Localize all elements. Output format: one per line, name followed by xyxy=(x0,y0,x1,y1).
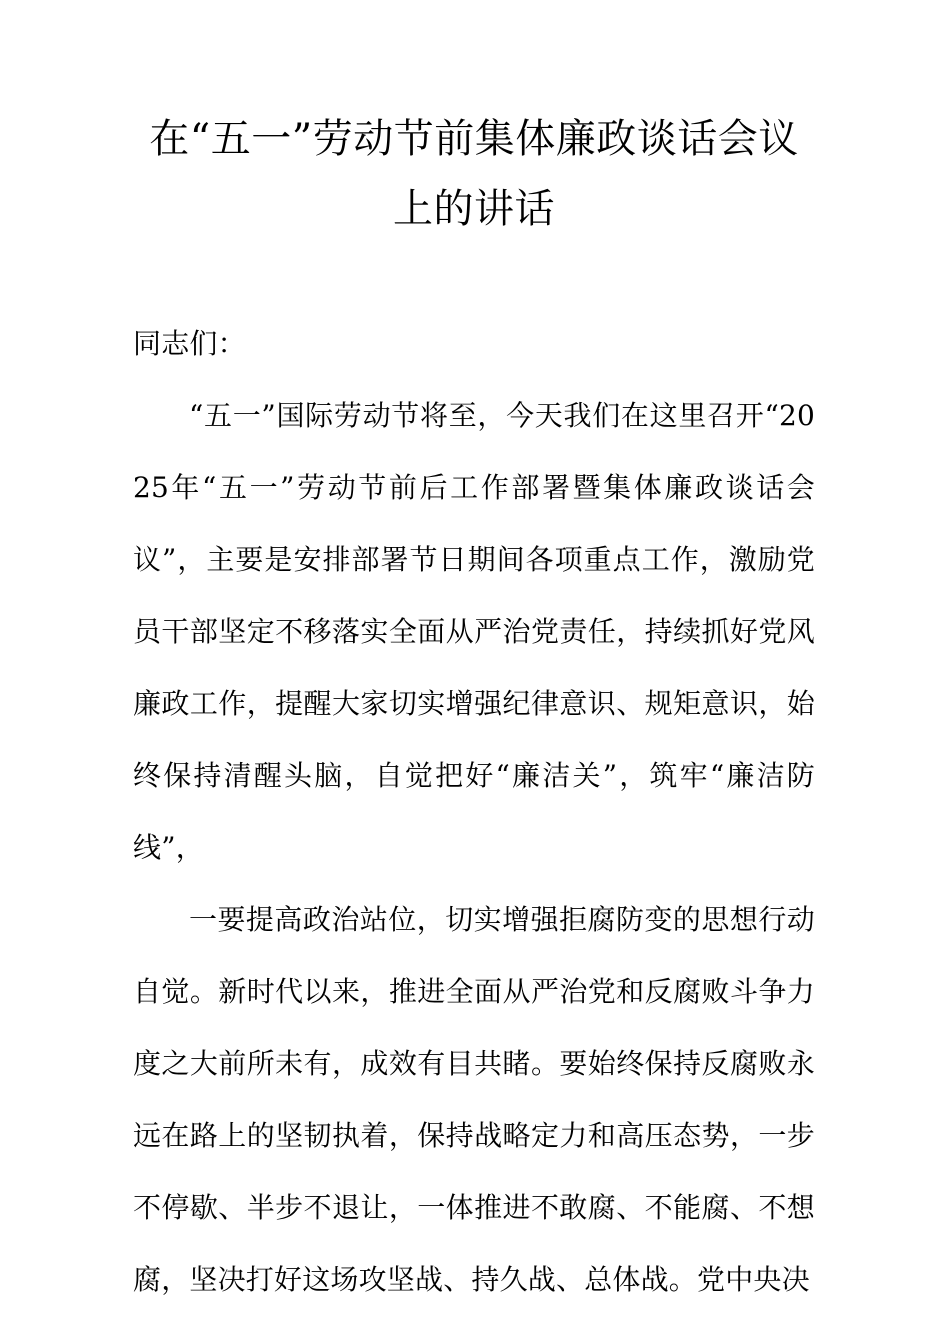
document-content xyxy=(133,0,815,1316)
paragraph-opening: “五一”国际劳动节将至，今天我们在这里召开“2025年“五一”劳动节前后工作部署暨集体廉政谈话会议”，主要是安排部署节日期间各项重点工作，激励党员干部坚定不移落实全面从严治党责任，持续抓好党风廉政工作，提醒大家切实增强纪律意识、规矩意识，始终保持清醒头脑，自觉把好“廉洁关”，筑牢“廉洁防线”， xyxy=(133,399,815,864)
paragraph-salutation: 同志们： xyxy=(133,327,246,360)
paragraph-point-one: 一要提高政治站位，切实增强拒腐防变的思想行动自觉。新时代以来，推进全面从严治党和反腐败斗争力度之大前所未有，成效有目共睹。要始终保持反腐败永远在路上的坚韧执着，保持战略定力和高压态势，一步不停歇、半步不退让，一体推进不敢腐、不能腐、不想腐，坚决打好这场攻坚战、持久战、总体战。党中央决 xyxy=(133,903,815,1296)
document-body xyxy=(133,308,815,1316)
page-title: 在“五一”劳动节前集体廉政谈话会议上的讲话 xyxy=(149,116,799,232)
